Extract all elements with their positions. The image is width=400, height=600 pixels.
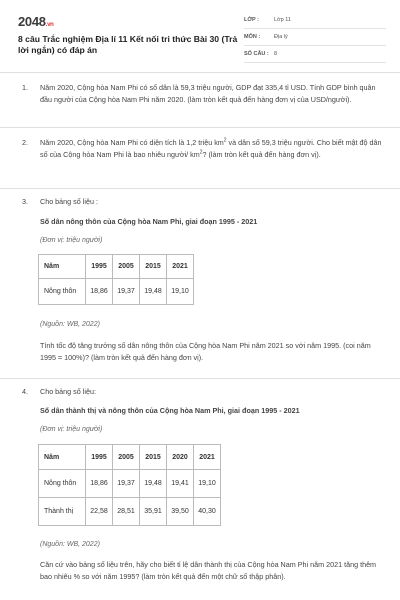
table-header-cell: Năm	[39, 255, 86, 279]
question-number: 1.	[22, 83, 28, 92]
table-cell: 40,30	[194, 498, 221, 526]
table-row	[39, 498, 221, 526]
question-intro: Cho bảng số liệu :	[40, 197, 98, 206]
table-unit: (Đơn vị: triệu người)	[40, 426, 103, 433]
table-row	[39, 470, 221, 498]
question-number: 2.	[22, 138, 28, 147]
question-text-part: ? (làm tròn kết quả đến hàng đơn vị).	[202, 150, 321, 159]
document-meta	[244, 14, 386, 65]
table-header-cell: 2021	[167, 255, 194, 279]
table-cell: Nông thôn	[39, 279, 86, 305]
table-cell: 19,10	[167, 279, 194, 305]
table-cell: 19,10	[194, 470, 221, 498]
table-header-cell: Năm	[39, 445, 86, 470]
table-cell: 19,37	[113, 279, 140, 305]
table-cell: 18,86	[86, 279, 113, 305]
question-text: Năm 2020, Cộng hòa Nam Phi có số dân là 59,3 triệu người, GDP đạt 335,4 tỉ USD. Tính GDP bình quân đầu người của Cộng hòa Nam Phi năm 2020. (làm tròn kết quả đến hàng đơn vị của USD/người).	[40, 83, 376, 104]
meta-row-count	[244, 48, 386, 63]
question-text-part: và dân số 59,3 triệu người. Cho biết mật độ dân số của Cộng hòa Nam Phi là bao nhiêu người/ km	[40, 138, 382, 159]
table-cell: 19,37	[113, 470, 140, 498]
question-number: 4.	[22, 387, 28, 396]
meta-value: Lớp 11	[274, 17, 291, 23]
table-header-cell: 2005	[113, 445, 140, 470]
table-cell: 28,51	[113, 498, 140, 526]
table-cell: 35,91	[140, 498, 167, 526]
question-number: 3.	[22, 197, 28, 206]
meta-key: LỚP :	[244, 17, 259, 23]
divider	[0, 72, 400, 73]
divider	[0, 188, 400, 189]
table-source: (Nguồn: WB, 2022)	[40, 541, 100, 548]
table-cell: 19,48	[140, 279, 167, 305]
divider	[0, 127, 400, 128]
table-header-cell: 2005	[113, 255, 140, 279]
meta-key: MÔN :	[244, 34, 261, 40]
logo-text: 2048	[18, 14, 46, 29]
table-header-cell: 1995	[86, 445, 113, 470]
site-logo[interactable]	[18, 14, 54, 29]
question-text-part: Năm 2020, Cộng hòa Nam Phi có diện tích là 1,2 triệu km	[40, 138, 224, 147]
table-cell: 19,41	[167, 470, 194, 498]
table-header-cell: 2015	[140, 255, 167, 279]
document-title: 8 câu Trắc nghiệm Địa lí 11 Kết nối tri thức Bài 30 (Trả lời ngắn) có đáp án	[18, 34, 238, 55]
table-title: Số dân nông thôn của Cộng hòa Nam Phi, giai đoạn 1995 - 2021	[40, 217, 258, 226]
question-intro: Cho bảng số liệu:	[40, 387, 96, 396]
table-header-row	[39, 445, 221, 470]
table-row	[39, 279, 194, 305]
divider	[0, 378, 400, 379]
table-source: (Nguồn: WB, 2022)	[40, 321, 100, 328]
superscript: 2	[199, 149, 203, 156]
question-text	[40, 137, 386, 161]
meta-key: SỐ CÂU :	[244, 51, 269, 57]
data-table-rural	[38, 254, 194, 305]
question-ask: Căn cứ vào bảng số liệu trên, hãy cho biết tỉ lệ dân thành thị của Cộng hòa Nam Phi năm 2021 tăng thêm bao nhiêu % so với năm 1995? (làm tròn kết quả đến một chữ số thập phân).	[40, 560, 377, 581]
table-header-cell: 1995	[86, 255, 113, 279]
superscript: 2	[223, 137, 227, 144]
table-cell: 18,86	[86, 470, 113, 498]
table-cell: 39,50	[167, 498, 194, 526]
table-header-cell: 2020	[167, 445, 194, 470]
meta-value: 8	[274, 51, 278, 57]
table-cell: Thành thị	[39, 498, 86, 526]
table-header-cell: 2021	[194, 445, 221, 470]
table-cell: 19,48	[140, 470, 167, 498]
table-cell: 22,58	[86, 498, 113, 526]
data-table-urban-rural	[38, 444, 221, 526]
meta-row-class	[244, 14, 386, 29]
meta-row-subject	[244, 31, 386, 46]
document-header	[18, 14, 386, 72]
table-title: Số dân thành thị và nông thôn của Cộng hòa Nam Phi, giai đoạn 1995 - 2021	[40, 406, 300, 415]
question-ask: Tính tốc độ tăng trưởng số dân nông thôn của Cộng hòa Nam Phi năm 2021 so với năm 1995. (coi năm 1995 = 100%)? (làm tròn kết quả đến hàng đơn vị).	[40, 341, 371, 362]
table-header-row	[39, 255, 194, 279]
table-cell: Nông thôn	[39, 470, 86, 498]
table-unit: (Đơn vị: triệu người)	[40, 237, 103, 244]
meta-value: Địa lý	[274, 34, 288, 40]
logo-tld: .vn	[45, 22, 54, 28]
table-header-cell: 2015	[140, 445, 167, 470]
